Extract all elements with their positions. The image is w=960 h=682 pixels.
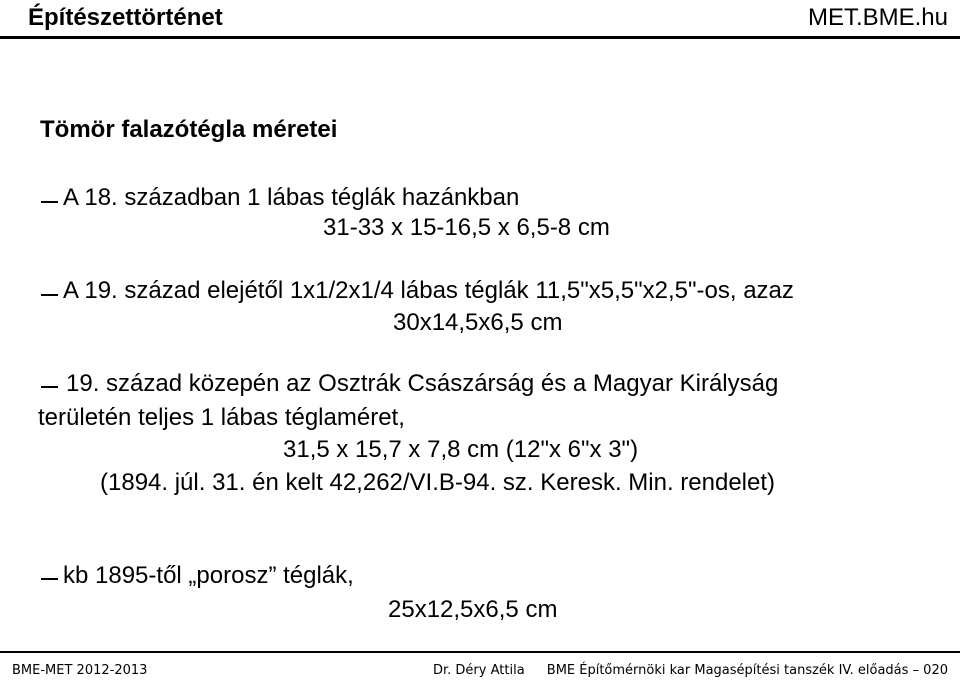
dash-bullet	[41, 386, 58, 388]
header-divider	[0, 36, 960, 39]
header-title: Építészettörténet	[28, 4, 223, 31]
list-item-line: 31-33 x 15-16,5 x 6,5-8 cm	[323, 214, 610, 241]
list-item-line: 25x12,5x6,5 cm	[388, 596, 558, 623]
dash-bullet	[41, 294, 58, 296]
list-item-line: A 18. században 1 lábas téglák hazánkban	[63, 184, 520, 211]
list-item-line: A 19. század elejétől 1x1/2x1/4 lábas téglák 11,5"x5,5"x2,5"-os, azaz	[63, 277, 794, 304]
dash-bullet	[41, 578, 58, 580]
list-item-line: (1894. júl. 31. én kelt 42,262/VI.B-94. sz. Keresk. Min. rendelet)	[100, 469, 776, 496]
footer-author: Dr. Déry Attila	[433, 663, 525, 678]
footer-year: BME-MET 2012-2013	[12, 663, 148, 678]
list-item-line: 31,5 x 15,7 x 7,8 cm (12"x 6"x 3")	[283, 436, 639, 463]
dash-bullet	[41, 201, 58, 203]
footer-divider	[0, 651, 960, 653]
list-item-line: 30x14,5x6,5 cm	[393, 309, 563, 336]
slide-title: Tömör falazótégla méretei	[40, 116, 338, 143]
list-item-line: 19. század közepén az Osztrák Császárság és a Magyar Királyság	[66, 370, 779, 397]
list-item-line: kb 1895-től „porosz” téglák,	[63, 562, 354, 589]
footer-course: BME Építőmérnöki kar Magasépítési tanszék IV. előadás – 020	[546, 663, 948, 678]
header-site: MET.BME.hu	[807, 4, 948, 31]
list-item-line: területén teljes 1 lábas téglaméret,	[38, 404, 405, 431]
